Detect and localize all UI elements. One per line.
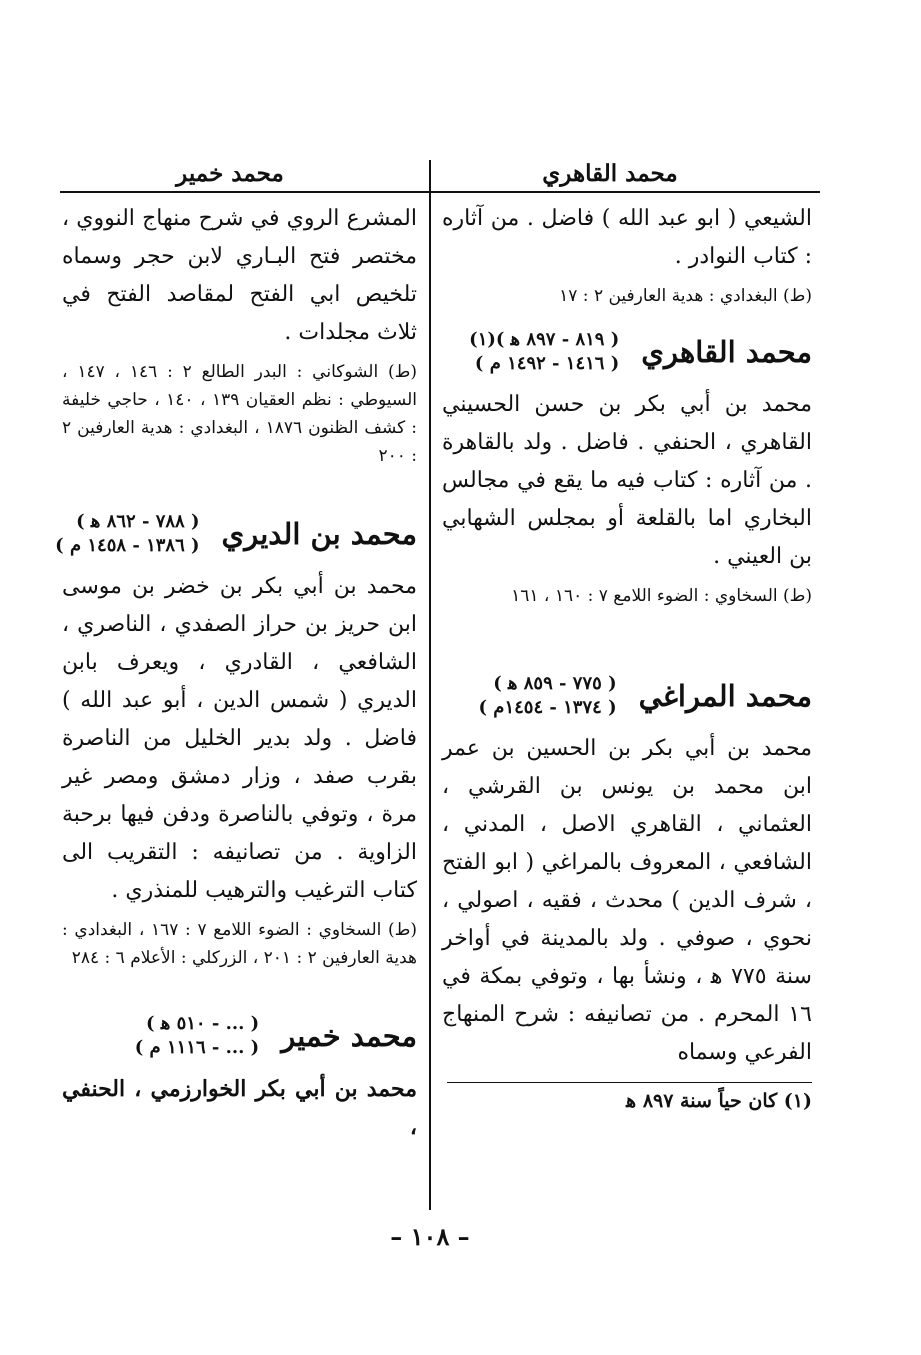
dates-gregorian: ( ١٤١٦ - ١٤٩٢ م )	[474, 353, 620, 374]
left-intro-reference: (ط) الشوكاني : البدر الطالع ٢ : ١٤٦ ، ١٤٧ ، السيوطي : نظم العقيان ١٣٩ ، ١٤٠ ، حاجي خليفة : كشف الظنون ١٨٧٦ ، البغدادي : هدية العارفين ٢ : ٢٠٠	[62, 362, 418, 466]
entry-dates	[135, 1012, 259, 1060]
dates-gregorian: ( ١٣٨٦ - ١٤٥٨ م )	[55, 535, 200, 556]
right-intro-text: الشيعي ( ابو عبد الله ) فاضل . من آثاره : كتاب النوادر .	[442, 206, 812, 269]
dates-gregorian: ( ١٣٧٤ - ١٤٥٤م )	[478, 697, 617, 718]
entry-heading-dayri	[55, 510, 417, 558]
page-number: – ١٠٨ –	[390, 1222, 470, 1251]
dates-hijri: ( ٧٧٥ - ٨٥٩ ﻫ )	[493, 673, 617, 694]
entry-name: محمد بن الديري	[221, 517, 417, 551]
column-divider	[429, 160, 431, 1210]
spacer	[442, 610, 812, 654]
entry-dates	[469, 328, 619, 376]
spacer	[62, 470, 417, 492]
entry-body: محمد بن أبي بكر بن الحسين بن عمر ابن محمد بن يونس بن القرشي ، العثماني ، القاهري الاصل ، المدني ، الشافعي ، المعروف بالمراغي ( ابو الفتح ، شرف الدين ) محدث ، فقيه ، اصولي ، نحوي ، صوفي . ولد بالمدينة في أواخر سنة ٧٧٥ ﻫ ، ونشأ بها ، وتوفي بمكة في ١٦ المحرم . من تصانيفه : شرح المنهاج الفرعي وسماه	[442, 736, 812, 1065]
entry-heading-maraghi	[442, 672, 812, 720]
spacer	[62, 972, 417, 994]
left-intro-text: المشرع الروي في شرح منهاج النووي ، مختصر فتح البـاري لابن حجر وسماه تلخيص ابي الفتح لمقاصد الفتح في ثلاث مجلدات .	[62, 206, 417, 345]
right-column-title: محمد القاهري	[542, 160, 678, 187]
entry-heading-khamir	[62, 1012, 417, 1060]
entry-name: محمد المراغي	[638, 679, 812, 713]
entry-dates	[55, 510, 199, 558]
entry-heading-qahiri	[442, 328, 812, 376]
entry-name: محمد القاهري	[641, 335, 812, 369]
left-column	[55, 200, 418, 1146]
right-column	[442, 200, 812, 1115]
dates-hijri: ( ٨١٩ - ٨٩٧ ﻫ )(١)	[469, 329, 620, 350]
entry-body: محمد بن أبي بكر الخوارزمي ، الحنفي ،	[62, 1076, 417, 1140]
footnote: (١) كان حياً سنة ٨٩٧ ﻫ	[626, 1090, 812, 1112]
right-intro-reference: (ط) البغدادي : هدية العارفين ٢ : ١٧	[559, 286, 812, 306]
dates-hijri: ( ... - ٥١٠ ﻫ )	[146, 1013, 260, 1034]
header-rule	[60, 191, 820, 193]
dates-gregorian: ( ... - ١١١٦ م )	[134, 1037, 260, 1058]
footnote-rule	[447, 1082, 812, 1083]
entry-body: محمد بن أبي بكر بن خضر بن موسى ابن حريز بن حراز الصفدي ، الناصري ، الشافعي ، القادري ، ويعرف بابن الديري ( شمس الدين ، أبو عبد الله ) فاضل . ولد بدير الخليل من الناصرة بقرب صفد ، وزار دمشق ومصر غير مرة ، وتوفي بالناصرة ودفن فيها برحبة الزاوية . من تصانيفه : التقريب الى كتاب الترغيب والترهيب للمنذري .	[62, 574, 417, 903]
entry-reference: (ط) السخاوي : الضوء اللامع ٧ : ١٦٠ ، ١٦١	[511, 586, 812, 606]
dates-hijri: ( ٧٨٨ - ٨٦٢ ﻫ )	[76, 511, 200, 532]
entry-dates	[479, 672, 617, 720]
entry-name: محمد خمير	[281, 1019, 417, 1053]
left-column-title: محمد خمير	[176, 160, 284, 187]
entry-body: محمد بن أبي بكر بن حسن الحسيني القاهري ، الحنفي . فاضل . ولد بالقاهرة . من آثاره : كتاب فيه ما يقع في مجالس البخاري اما بالقلعة أو بمجلس الشهابي بن العيني .	[442, 392, 812, 569]
entry-reference: (ط) السخاوي : الضوء اللامع ٧ : ١٦٧ ، البغدادي : هدية العارفين ٢ : ٢٠١ ، الزركلي : الأعلام ٦ : ٢٨٤	[62, 920, 417, 968]
